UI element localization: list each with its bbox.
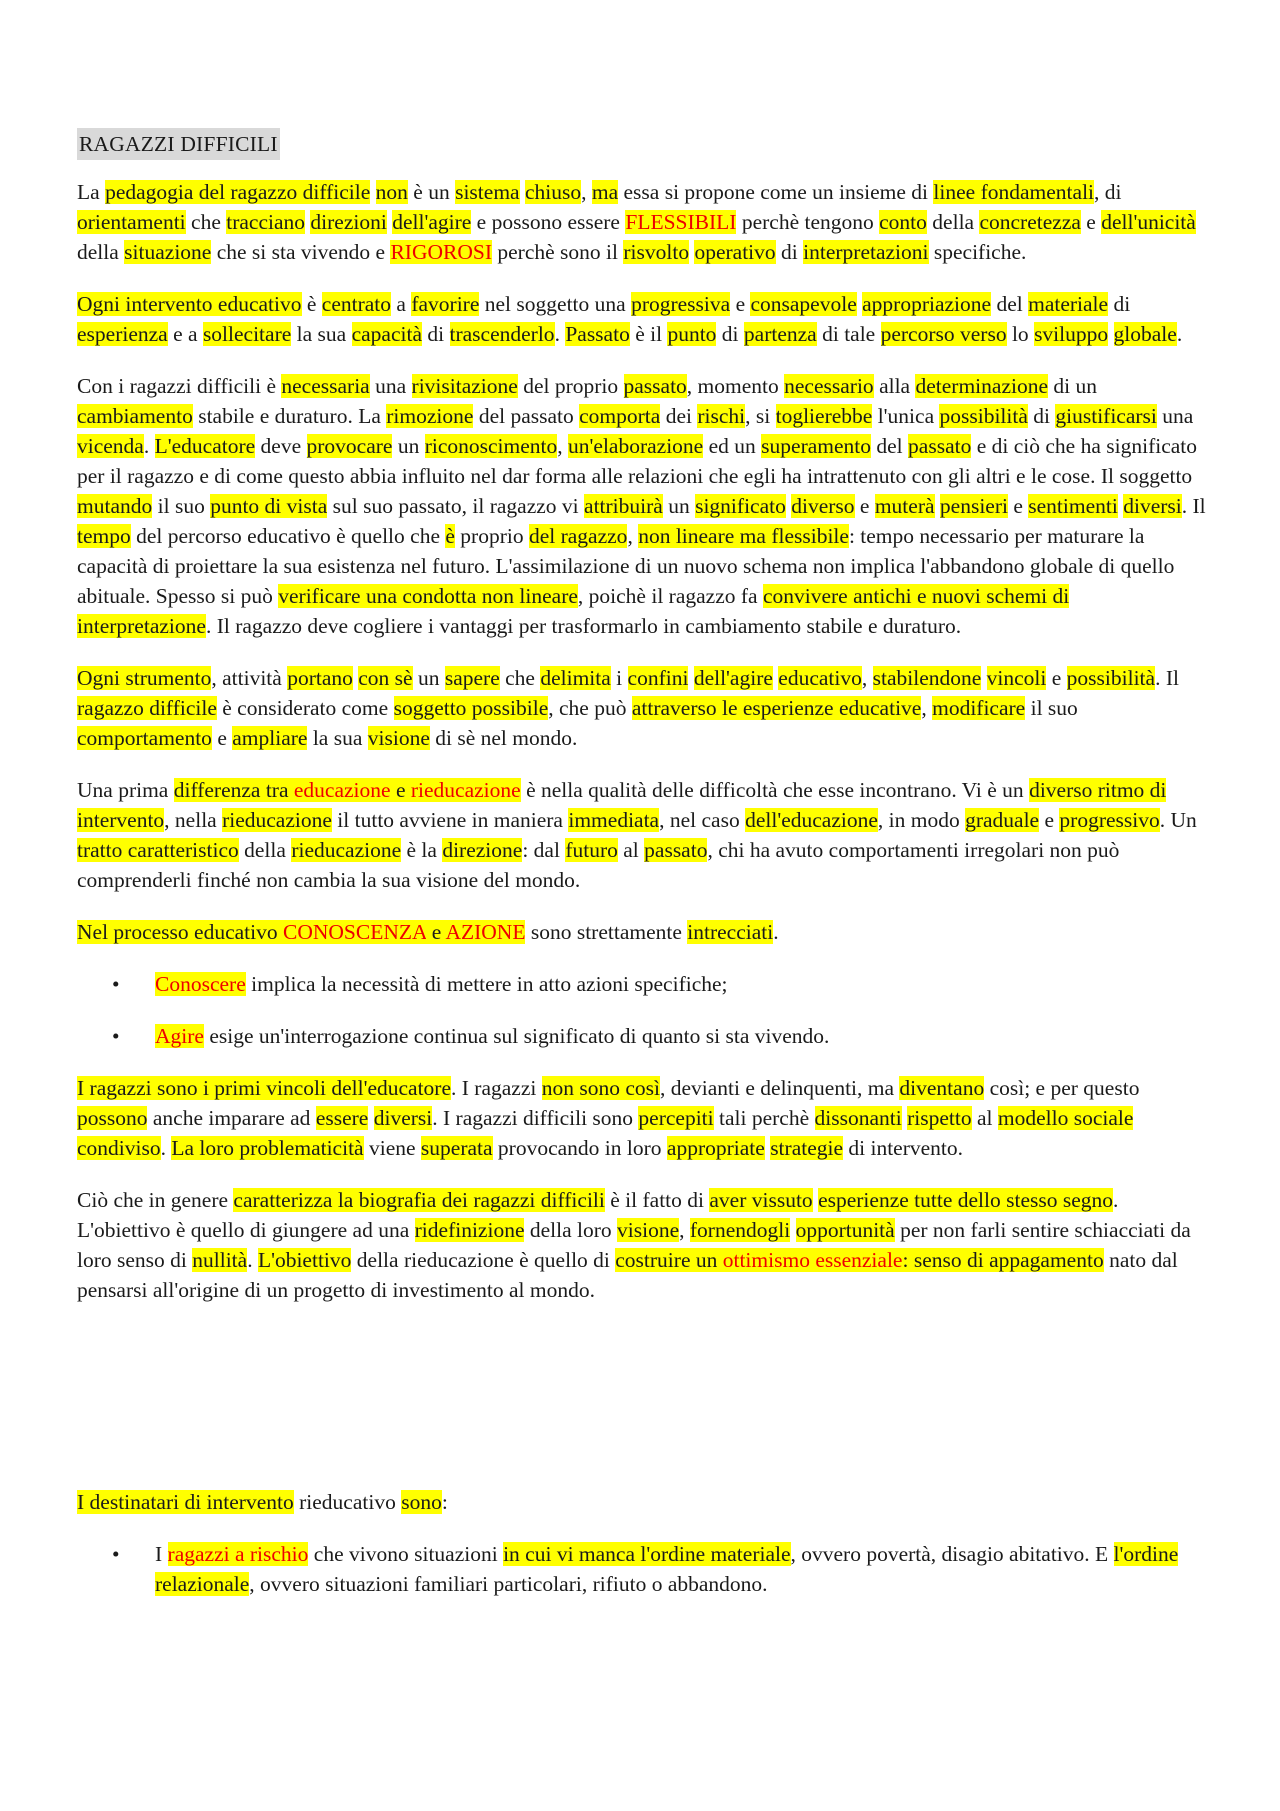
highlighted-text: progressiva <box>631 292 731 316</box>
highlighted-text: rimozione <box>386 404 474 428</box>
highlighted-text: differenza tra <box>173 778 294 802</box>
text-run: perchè tengono <box>736 210 880 234</box>
highlighted-text: CONOSCENZA <box>282 920 427 944</box>
highlighted-text: stabilendone <box>872 666 982 690</box>
text-run <box>370 180 375 204</box>
text-run: e <box>1007 494 1029 518</box>
paragraph <box>77 775 1207 895</box>
highlighted-text: è <box>445 524 455 548</box>
bullet-icon: • <box>112 1024 120 1048</box>
text-run: è <box>301 292 322 316</box>
highlighted-text: necessario <box>784 374 874 398</box>
text-run: , <box>557 434 569 458</box>
text-run: che si sta vivendo e <box>211 240 391 264</box>
highlighted-text: in cui vi manca l'ordine materiale <box>503 1542 791 1566</box>
highlighted-text: Agire <box>155 1024 204 1048</box>
text-run: lo <box>1006 322 1035 346</box>
highlighted-text: provocare <box>306 434 393 458</box>
highlighted-text: opportunità <box>795 1218 895 1242</box>
highlighted-text: muterà <box>874 494 935 518</box>
text-run: la sua <box>291 322 352 346</box>
text-run: , devianti e delinquenti, ma <box>659 1076 900 1100</box>
highlighted-text: possibilità <box>939 404 1028 428</box>
text-run: , di <box>1094 180 1122 204</box>
highlighted-text: delimita <box>540 666 611 690</box>
text-run: il suo <box>1025 696 1078 720</box>
highlighted-text: superata <box>420 1136 493 1160</box>
highlighted-text: L'educatore <box>154 434 256 458</box>
text-run: così; e per questo <box>984 1076 1140 1100</box>
text-run: al <box>971 1106 998 1130</box>
text-run: . <box>143 434 155 458</box>
highlighted-text: rischi <box>697 404 746 428</box>
text-run: sul suo passato, il ragazzo vi <box>327 494 585 518</box>
text-run: . L'obiettivo è quello di giungere ad una <box>77 1188 1119 1242</box>
text-run: e <box>211 726 233 750</box>
highlighted-text: modello sociale condiviso <box>77 1106 1134 1160</box>
text-run: La <box>77 180 106 204</box>
highlighted-text: favorire <box>411 292 480 316</box>
text-run: Ciò che in genere <box>77 1188 234 1212</box>
highlighted-text: conto <box>879 210 927 234</box>
text-run: . Il <box>1181 494 1206 518</box>
text-run: essa si propone come un insieme di <box>618 180 934 204</box>
highlighted-text: sollecitare <box>202 322 292 346</box>
highlighted-text: dell'agire <box>392 210 472 234</box>
document-body <box>77 177 1207 1621</box>
highlighted-text: costruire un <box>615 1248 723 1272</box>
text-run: di <box>716 322 744 346</box>
text-run: , ovvero povertà, disagio abitativo. E <box>790 1542 1114 1566</box>
text-run: . Un <box>1159 808 1197 832</box>
text-run: è la <box>401 838 443 862</box>
text-run: , nel caso <box>659 808 746 832</box>
highlighted-text: possono <box>77 1106 148 1130</box>
highlighted-text: pensieri <box>939 494 1008 518</box>
text-run: Con i ragazzi difficili è <box>77 374 282 398</box>
text-run: provocando in loro <box>492 1136 667 1160</box>
text-run: e <box>854 494 875 518</box>
text-run: . <box>554 322 566 346</box>
paragraph <box>77 917 1207 947</box>
highlighted-text: significato <box>695 494 786 518</box>
highlighted-text: Passato <box>565 322 630 346</box>
text-run: e <box>1039 808 1060 832</box>
text-run: . <box>1176 322 1183 346</box>
highlighted-text: sentimenti <box>1028 494 1118 518</box>
highlighted-text: Ogni strumento <box>77 666 212 690</box>
text-run: deve <box>255 434 307 458</box>
highlighted-text: portano <box>287 666 353 690</box>
highlighted-text: punto <box>667 322 717 346</box>
text-run: dei <box>660 404 698 428</box>
text-run: e <box>1046 666 1067 690</box>
bullet-icon: • <box>112 1542 120 1566</box>
text-run: che <box>185 210 227 234</box>
list-item <box>77 969 1207 999</box>
highlighted-text: diverso ritmo di intervento <box>77 778 1167 832</box>
highlighted-text: confini <box>627 666 689 690</box>
highlighted-text: L'obiettivo <box>257 1248 352 1272</box>
highlighted-text: La loro problematicità <box>171 1136 364 1160</box>
highlighted-text: rieducazione <box>410 778 521 802</box>
text-run: della <box>238 838 292 862</box>
text-run: , <box>861 666 873 690</box>
highlighted-text: globale <box>1113 322 1177 346</box>
text-run: è il <box>629 322 668 346</box>
highlighted-text: materiale <box>1028 292 1109 316</box>
highlighted-text: FLESSIBILI <box>625 210 737 234</box>
highlighted-text: sviluppo <box>1034 322 1109 346</box>
text-run: di tale <box>816 322 881 346</box>
list-item <box>77 1021 1207 1051</box>
highlighted-text: possibilità <box>1066 666 1156 690</box>
highlighted-text: dell'agire <box>693 666 773 690</box>
text-run: un <box>412 666 445 690</box>
highlighted-text: superamento <box>761 434 872 458</box>
highlighted-text: I ragazzi sono i primi vincoli dell'educatore <box>77 1076 452 1100</box>
text-run: e possono essere <box>471 210 626 234</box>
text-run: , che può <box>548 696 632 720</box>
highlighted-text: operativo <box>694 240 776 264</box>
text-run: di <box>422 322 450 346</box>
highlighted-text: vicenda <box>77 434 144 458</box>
highlighted-text: Nel processo educativo <box>77 920 283 944</box>
highlighted-text: : <box>902 1248 914 1272</box>
highlighted-text: punto di vista <box>210 494 328 518</box>
highlighted-text: non <box>375 180 408 204</box>
highlighted-text: educativo <box>778 666 862 690</box>
text-run: anche imparare ad <box>147 1106 316 1130</box>
highlighted-text: esperienza <box>77 322 168 346</box>
highlighted-text: concretezza <box>979 210 1081 234</box>
highlighted-text: appropriate <box>666 1136 765 1160</box>
text-run: del passato <box>473 404 580 428</box>
highlighted-text: strategie <box>770 1136 844 1160</box>
text-run: al <box>617 838 645 862</box>
text-run: un <box>662 494 696 518</box>
highlighted-text: riconoscimento <box>424 434 558 458</box>
blank-space <box>77 1327 1207 1487</box>
highlighted-text: necessaria <box>281 374 370 398</box>
list-item <box>77 1539 1207 1599</box>
text-run: stabile e duraturo. La <box>192 404 387 428</box>
highlighted-text: toglierebbe <box>775 404 873 428</box>
highlighted-text: e <box>390 778 411 802</box>
text-run: di un <box>1048 374 1097 398</box>
text-run: di sè nel mondo. <box>429 726 578 750</box>
text-run: di <box>775 240 804 264</box>
highlighted-text: diverso <box>791 494 855 518</box>
text-run: e di ciò che ha significato per il ragazzo e di come questo abbia influito nel dar forma alle relazioni che egli ha intrattenuto con gli altri e le cose. Il soggetto <box>77 434 1198 488</box>
text-run: del <box>871 434 909 458</box>
highlighted-text: ragazzo difficile <box>77 696 217 720</box>
highlighted-text: Ogni intervento educativo <box>77 292 302 316</box>
highlighted-text: ma <box>591 180 619 204</box>
highlighted-text: convivere antichi e nuovi schemi di interpretazione <box>77 584 1070 638</box>
highlighted-text: RIGOROSI <box>390 240 493 264</box>
highlighted-text: caratterizza la biografia dei ragazzi difficili <box>233 1188 605 1212</box>
highlighted-text: soggetto possibile <box>393 696 549 720</box>
highlighted-text: giustificarsi <box>1055 404 1157 428</box>
text-run: è un <box>407 180 456 204</box>
highlighted-text: e <box>426 920 446 944</box>
highlighted-text: aver vissuto <box>709 1188 813 1212</box>
highlighted-text: situazione <box>124 240 212 264</box>
highlighted-text: tratto caratteristico <box>77 838 239 862</box>
highlighted-text: I destinatari di intervento <box>77 1490 294 1514</box>
text-run: : <box>441 1490 448 1514</box>
highlighted-text: chiuso <box>524 180 582 204</box>
paragraph <box>77 177 1207 267</box>
text-run: , <box>627 524 639 548</box>
highlighted-text: senso di appagamento <box>913 1248 1104 1272</box>
text-run: : tempo necessario per maturare la capacità di proiettare la sua esistenza nel futuro. L'assimilazione di un nuovo schema non implica l'abbandono globale di quello abituale. Spesso si può <box>77 524 1175 608</box>
highlighted-text: mutando <box>77 494 153 518</box>
highlighted-text: tracciano <box>226 210 306 234</box>
text-run: . Il ragazzo deve cogliere i vantaggi per trasformarlo in cambiamento stabile e duraturo. <box>205 614 962 638</box>
text-run: di intervento. <box>843 1136 964 1160</box>
text-run: una <box>369 374 412 398</box>
highlighted-text: attraverso le esperienze educative <box>631 696 922 720</box>
bullet-list <box>77 969 1207 1051</box>
text-run: , <box>921 696 933 720</box>
text-run: , in modo <box>877 808 966 832</box>
highlighted-text: modificare <box>932 696 1026 720</box>
highlighted-text: l'ordine relazionale <box>155 1542 1179 1596</box>
text-run: del <box>991 292 1029 316</box>
text-run: : dal <box>522 838 566 862</box>
text-run: , attività <box>211 666 288 690</box>
text-run: esige un'interrogazione continua sul significato di quanto si sta vivendo. <box>203 1024 830 1048</box>
text-run: i <box>610 666 628 690</box>
highlighted-text: nullità <box>192 1248 248 1272</box>
text-run: proprio <box>454 524 529 548</box>
text-run <box>368 1106 373 1130</box>
text-run: viene <box>363 1136 421 1160</box>
highlighted-text: essere <box>315 1106 369 1130</box>
highlighted-text: percepiti <box>638 1106 714 1130</box>
text-run: ed un <box>703 434 762 458</box>
highlighted-text: trascenderlo <box>449 322 555 346</box>
text-run: alla <box>873 374 916 398</box>
highlighted-text: passato <box>623 374 687 398</box>
text-run: per non farli sentire schiacciati da loro senso di <box>77 1218 1191 1272</box>
paragraph <box>77 663 1207 753</box>
highlighted-text: rispetto <box>907 1106 972 1130</box>
text-run: nel soggetto una <box>479 292 632 316</box>
highlighted-text: vincoli <box>986 666 1047 690</box>
highlighted-text: diversi <box>373 1106 433 1130</box>
highlighted-text: AZIONE <box>445 920 526 944</box>
text-run: la sua <box>307 726 368 750</box>
text-run: , poichè il ragazzo fa <box>577 584 763 608</box>
highlighted-text: tempo <box>77 524 131 548</box>
text-run: di <box>1108 292 1131 316</box>
highlighted-text: Conoscere <box>155 972 246 996</box>
highlighted-text: visione <box>367 726 430 750</box>
text-run: Una prima <box>77 778 174 802</box>
highlighted-text: passato <box>908 434 972 458</box>
highlighted-text: diversi <box>1123 494 1182 518</box>
highlighted-text: non lineare ma flessibile <box>638 524 849 548</box>
text-run: specifiche. <box>928 240 1027 264</box>
highlighted-text: attribuirà <box>584 494 663 518</box>
text-run: un <box>392 434 425 458</box>
highlighted-text: passato <box>644 838 708 862</box>
text-run: sono strettamente <box>525 920 688 944</box>
highlighted-text: non sono così <box>541 1076 660 1100</box>
highlighted-text: determinazione <box>915 374 1049 398</box>
text-run: della <box>926 210 980 234</box>
highlighted-text: sono <box>401 1490 442 1514</box>
highlighted-text: fornendogli <box>689 1218 791 1242</box>
text-run: . I ragazzi difficili sono <box>432 1106 639 1130</box>
highlighted-text: educazione <box>293 778 391 802</box>
highlighted-text: comporta <box>579 404 661 428</box>
highlighted-text: rivisitazione <box>411 374 518 398</box>
bullet-icon: • <box>112 972 120 996</box>
highlighted-text: graduale <box>965 808 1040 832</box>
text-run: , ovvero situazioni familiari particolari, rifiuto o abbandono. <box>249 1572 768 1596</box>
highlighted-text: verificare una condotta non lineare <box>278 584 578 608</box>
paragraph <box>77 1487 1207 1517</box>
text-run: del percorso educativo è quello che <box>130 524 446 548</box>
text-run: . I ragazzi <box>451 1076 542 1100</box>
highlighted-text: dell'educazione <box>745 808 878 832</box>
highlighted-text: diventano <box>899 1076 985 1100</box>
text-run: della <box>77 240 125 264</box>
text-run: che vivono situazioni <box>308 1542 504 1566</box>
text-run: . Il <box>1155 666 1179 690</box>
text-run: tali perchè <box>713 1106 815 1130</box>
text-run: . <box>247 1248 258 1272</box>
highlighted-text: appropriazione <box>862 292 992 316</box>
text-run: è nella qualità delle difficoltà che esse incontrano. Vi è un <box>520 778 1030 802</box>
highlighted-text: rieducazione <box>222 808 332 832</box>
text-run: rieducativo <box>293 1490 402 1514</box>
highlighted-text: ampliare <box>232 726 308 750</box>
document-title: RAGAZZI DIFFICILI <box>77 128 280 160</box>
text-run: l'unica <box>872 404 940 428</box>
text-run: , <box>581 180 592 204</box>
text-run: perchè sono il <box>492 240 624 264</box>
text-run: della loro <box>524 1218 618 1242</box>
text-run: della rieducazione è quello di <box>351 1248 616 1272</box>
highlighted-text: con sè <box>358 666 413 690</box>
text-run: I <box>155 1542 168 1566</box>
highlighted-text: pedagogia del ragazzo difficile <box>105 180 371 204</box>
highlighted-text: consapevole <box>750 292 857 316</box>
highlighted-text: comportamento <box>77 726 212 750</box>
highlighted-text: cambiamento <box>77 404 193 428</box>
text-run <box>688 666 693 690</box>
paragraph <box>77 1073 1207 1163</box>
text-run: il tutto avviene in maniera <box>331 808 569 832</box>
highlighted-text: direzione <box>442 838 523 862</box>
text-run: implica la necessità di mettere in atto azioni specifiche; <box>245 972 728 996</box>
highlighted-text: un'elaborazione <box>568 434 704 458</box>
text-run: e <box>730 292 751 316</box>
text-run: . <box>773 920 779 944</box>
text-run: . <box>160 1136 172 1160</box>
highlighted-text: direzioni <box>310 210 387 234</box>
highlighted-text: del ragazzo <box>528 524 628 548</box>
text-run <box>1108 322 1113 346</box>
text-run: di <box>1027 404 1056 428</box>
highlighted-text: linee fondamentali <box>933 180 1095 204</box>
text-run: e <box>1080 210 1102 234</box>
text-run <box>981 666 986 690</box>
text-run: una <box>1156 404 1194 428</box>
text-run: a <box>391 292 412 316</box>
highlighted-text: dissonanti <box>814 1106 902 1130</box>
text-run: , nella <box>164 808 223 832</box>
paragraph <box>77 371 1207 641</box>
highlighted-text: immediata <box>568 808 660 832</box>
text-run: nato dal pensarsi all'origine di un progetto di investimento al mondo. <box>77 1248 1178 1302</box>
highlighted-text: centrato <box>321 292 392 316</box>
text-run: che <box>499 666 541 690</box>
paragraph <box>77 1185 1207 1305</box>
paragraph <box>77 289 1207 349</box>
text-run: il suo <box>152 494 211 518</box>
highlighted-text: sistema <box>455 180 520 204</box>
highlighted-text: progressivo <box>1059 808 1160 832</box>
text-run: , si <box>745 404 776 428</box>
highlighted-text: visione <box>617 1218 680 1242</box>
text-run: è il fatto di <box>604 1188 710 1212</box>
highlighted-text: interpretazioni <box>803 240 929 264</box>
highlighted-text: orientamenti <box>77 210 186 234</box>
highlighted-text: esperienze tutte dello stesso segno <box>818 1188 1114 1212</box>
highlighted-text: partenza <box>743 322 817 346</box>
highlighted-text: percorso verso <box>880 322 1007 346</box>
highlighted-text: rieducazione <box>291 838 402 862</box>
highlighted-text: capacità <box>351 322 423 346</box>
bullet-list <box>77 1539 1207 1599</box>
text-run: è considerato come <box>216 696 394 720</box>
highlighted-text: intrecciati <box>687 920 774 944</box>
highlighted-text: dell'unicità <box>1101 210 1196 234</box>
highlighted-text: sapere <box>444 666 500 690</box>
text-run: , chi ha avuto comportamenti irregolari non può comprenderli finché non cambia la sua visione del mondo. <box>77 838 1120 892</box>
text-run: , <box>679 1218 690 1242</box>
text-run: del proprio <box>517 374 624 398</box>
highlighted-text: risvolto <box>623 240 690 264</box>
highlighted-text: ottimismo essenziale <box>722 1248 903 1272</box>
highlighted-text: ragazzi a rischio <box>167 1542 309 1566</box>
text-run: e a <box>167 322 203 346</box>
text-run: , momento <box>686 374 785 398</box>
text-run <box>790 1218 795 1242</box>
highlighted-text: futuro <box>565 838 618 862</box>
highlighted-text: ridefinizione <box>414 1218 525 1242</box>
